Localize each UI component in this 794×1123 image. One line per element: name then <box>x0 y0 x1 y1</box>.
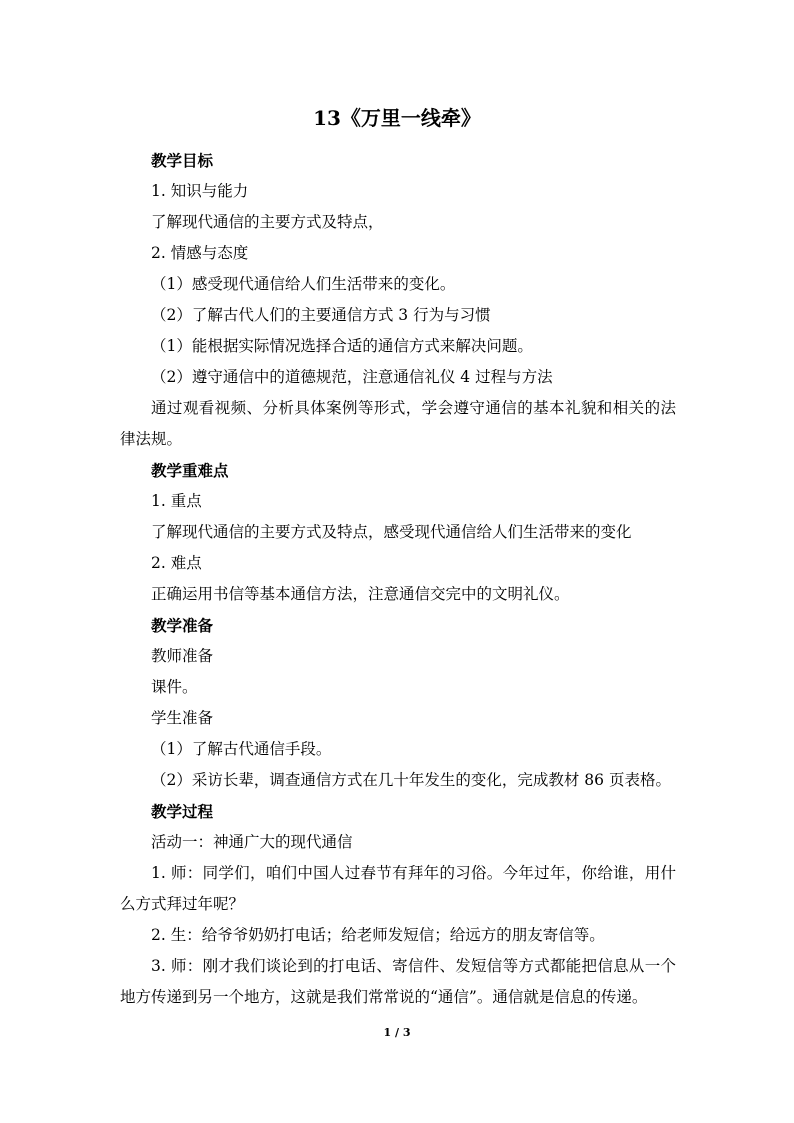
section-heading: 教学准备 <box>151 616 214 635</box>
document-body <box>120 145 676 1013</box>
list-item: （1）能根据实际情况选择合适的通信方式来解决问题。 <box>151 337 533 355</box>
list-item: （1）了解古代通信手段。 <box>151 740 332 758</box>
page-title: 13《万里一线牵》 <box>313 106 481 130</box>
paragraph: 通过观看视频、分析具体案例等形式，学会遵守通信的基本礼貌和相关的法律法规。 <box>120 399 676 448</box>
paragraph: 课件。 <box>151 678 198 696</box>
list-item: （2）了解古代人们的主要通信方式 3 行为与习惯 <box>151 306 491 324</box>
section-heading: 教学过程 <box>151 802 214 821</box>
paragraph: 正确运用书信等基本通信方法，注意通信交完中的文明礼仪。 <box>151 585 570 603</box>
list-item: （1）感受现代通信给人们生活带来的变化。 <box>151 275 456 293</box>
paragraph: 活动一：神通广大的现代通信 <box>151 833 353 851</box>
paragraph: 了解现代通信的主要方式及特点，感受现代通信给人们生活带来的变化 <box>151 523 632 541</box>
paragraph: 3. 师：刚才我们谈论到的打电话、寄信件、发短信等方式都能把信息从一个地方传递到另一个地方，这就是我们常常说的“通信”。通信就是信息的传递。 <box>120 957 676 1006</box>
list-item: （2）采访长辈，调查通信方式在几十年发生的变化，完成教材 86 页表格。 <box>151 771 671 789</box>
paragraph: 了解现代通信的主要方式及特点， <box>151 213 384 231</box>
list-item: （2）遵守通信中的道德规范，注意通信礼仪 4 过程与方法 <box>151 368 553 386</box>
page-number: 1 / 3 <box>383 1026 411 1039</box>
section-heading: 教学重难点 <box>151 461 229 480</box>
paragraph: 学生准备 <box>151 709 214 727</box>
paragraph: 2. 难点 <box>151 554 202 572</box>
paragraph: 1. 知识与能力 <box>151 182 249 200</box>
paragraph: 2. 情感与态度 <box>151 244 249 262</box>
section-heading: 教学目标 <box>151 151 214 170</box>
paragraph: 2. 生：给爷爷奶奶打电话；给老师发短信；给远方的朋友寄信等。 <box>151 926 605 944</box>
paragraph: 教师准备 <box>151 647 214 665</box>
paragraph: 1. 师：同学们，咱们中国人过春节有拜年的习俗。今年过年，你给谁，用什么方式拜过年呢？ <box>120 864 676 913</box>
paragraph: 1. 重点 <box>151 492 202 510</box>
